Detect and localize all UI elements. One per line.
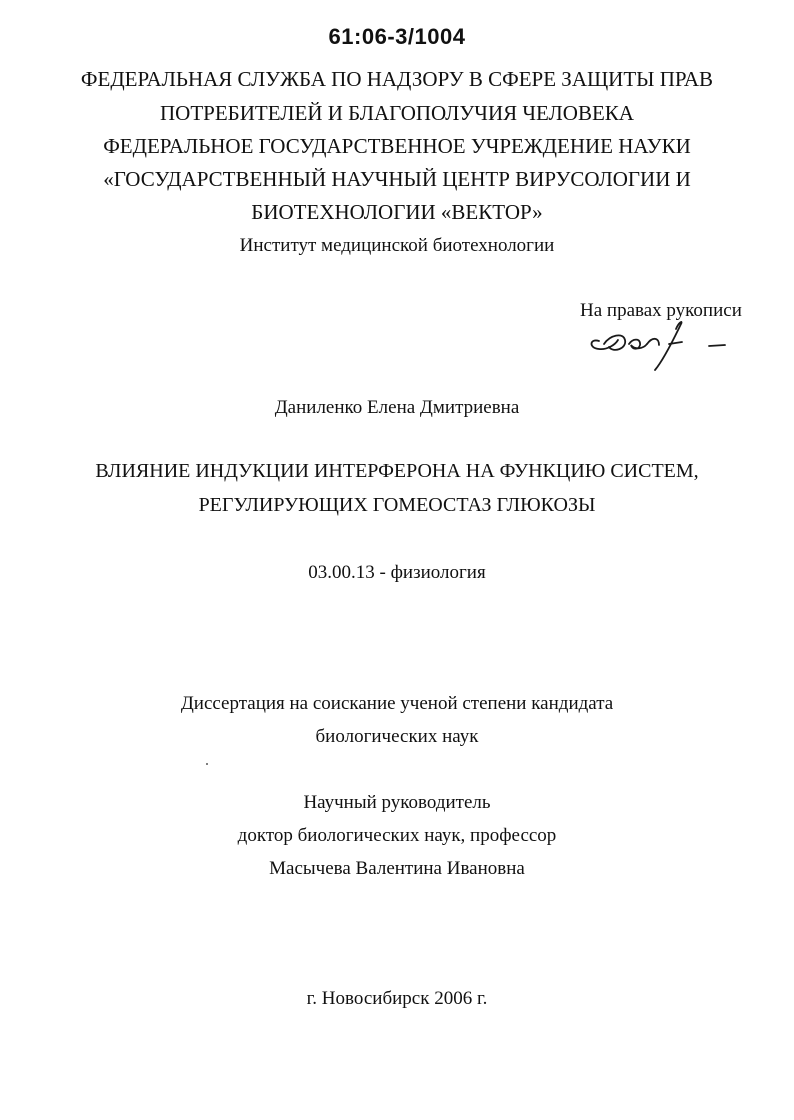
- supervisor-line: Научный руководитель: [303, 792, 491, 813]
- supervisor-line: доктор биологических наук, профессор: [237, 825, 557, 846]
- author-name: Даниленко Елена Дмитриевна: [274, 397, 520, 418]
- document-code: 61:06-3/1004: [328, 24, 466, 49]
- signature: [585, 318, 745, 376]
- degree-line: биологических наук: [315, 726, 479, 747]
- title-line: РЕГУЛИРУЮЩИХ ГОМЕОСТАЗ ГЛЮКОЗЫ: [198, 494, 596, 516]
- city-year: г. Новосибирск 2006 г.: [306, 988, 488, 1009]
- institute-name: Институт медицинской биотехнологии: [239, 235, 555, 256]
- organization-line: «ГОСУДАРСТВЕННЫЙ НАУЧНЫЙ ЦЕНТР ВИРУСОЛОГИИ И: [103, 167, 691, 191]
- title-line: ВЛИЯНИЕ ИНДУКЦИИ ИНТЕРФЕРОНА НА ФУНКЦИЮ СИСТЕМ,: [95, 460, 699, 482]
- supervisor-line: Масычева Валентина Ивановна: [269, 858, 525, 879]
- organization-line: ФЕДЕРАЛЬНОЕ ГОСУДАРСТВЕННОЕ УЧРЕЖДЕНИЕ НАУКИ: [103, 134, 691, 158]
- organization-line: БИОТЕХНОЛОГИИ «ВЕКТОР»: [251, 200, 543, 224]
- organization-line: ФЕДЕРАЛЬНАЯ СЛУЖБА ПО НАДЗОРУ В СФЕРЕ ЗАЩИТЫ ПРАВ: [80, 67, 714, 91]
- degree-line: Диссертация на соискание ученой степени кандидата: [180, 693, 614, 714]
- organization-line: ПОТРЕБИТЕЛЕЙ И БЛАГОПОЛУЧИЯ ЧЕЛОВЕКА: [160, 101, 634, 125]
- manuscript-note: На правах рукописи: [580, 300, 742, 321]
- specialty-code: 03.00.13 - физиология: [308, 562, 486, 583]
- scan-speck: [206, 763, 208, 765]
